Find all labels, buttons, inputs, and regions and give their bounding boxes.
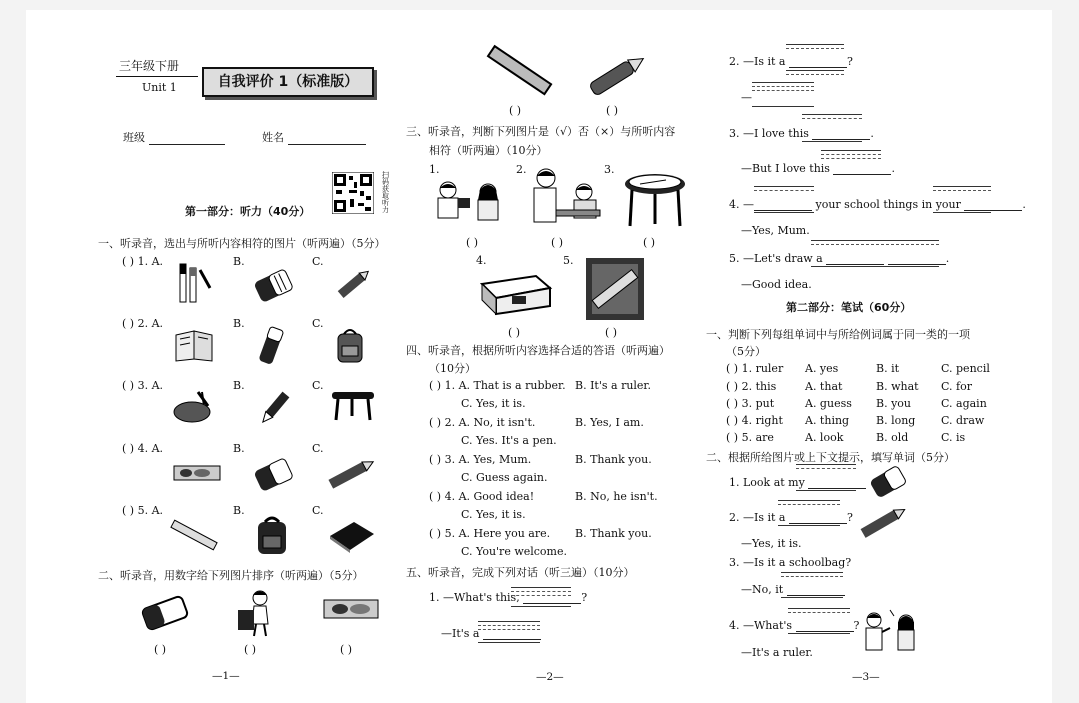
book-icon (172, 325, 216, 365)
writing-lines[interactable] (933, 212, 991, 216)
word-q3: ( ) 3. put (726, 397, 775, 410)
dialogue4-line2: —Yes, Mum. (741, 224, 810, 237)
eraser-box-icon (478, 270, 554, 318)
q4-5-b: B. Thank you. (575, 527, 652, 540)
writing-lines[interactable] (786, 44, 844, 52)
word-q1-a: A. yes (805, 362, 839, 375)
fill3-line1: 3. —Is it a schoolbag? (729, 556, 852, 569)
fill4-line2: —It's a ruler. (741, 646, 813, 659)
dialogue5-line1: 5. —Let's draw a . (729, 252, 950, 265)
eraser-icon (868, 464, 908, 500)
schoolbag-icon (332, 326, 368, 364)
writing-lines[interactable] (754, 212, 814, 216)
word-q4-b: B. long (876, 414, 916, 427)
q4-3-c: C. Guess again. (461, 471, 548, 484)
qr-caption: 扫码获取听力 (382, 171, 389, 214)
writing-lines[interactable] (811, 240, 939, 248)
item-number: 3. (604, 163, 615, 176)
boy-with-bag-icon (230, 588, 280, 638)
dialogue2-line2: — (741, 91, 752, 104)
word-q5-b: B. old (876, 431, 909, 444)
word-q5-c: C. is (941, 431, 966, 444)
writing-lines[interactable] (754, 186, 814, 194)
dialogue2-line1: 2. —Is it a ? (729, 55, 853, 68)
answer-bracket[interactable]: ( ) (606, 104, 619, 117)
answer-bracket[interactable]: ( ) (340, 643, 353, 656)
dialogue4-line1: 4. — your school things in your . (729, 198, 1026, 211)
word-q1-c: C. pencil (941, 362, 990, 375)
section4-heading: 四、听录音，根据所听内容选择合适的答语（听两遍） (406, 344, 670, 357)
word-q4: ( ) 4. right (726, 414, 783, 427)
pens-icon (172, 260, 216, 306)
ruler-photo-icon (586, 258, 644, 320)
q4-3-a: ( ) 3. A. Yes, Mum. (429, 453, 532, 466)
page-title: 自我评价 1（标准版） (202, 67, 374, 97)
q4-option-c: C. (312, 442, 324, 455)
word-q1: ( ) 1. ruler (726, 362, 784, 375)
writing-lines[interactable] (511, 606, 571, 610)
writing-lines[interactable] (752, 106, 814, 110)
item-number: 2. (516, 163, 527, 176)
q4-5-c: C. You're welcome. (461, 545, 567, 558)
dialogue3-line1: 3. —I love this . (729, 127, 874, 140)
fill3-line2: —No, it (741, 583, 845, 596)
word-q2: ( ) 2. this (726, 380, 777, 393)
word-q2-b: B. what (876, 380, 919, 393)
answer-bracket[interactable]: ( ) (466, 236, 479, 249)
q5-label: ( ) 5. A. (122, 504, 164, 517)
dialogue5-line2: —Good idea. (741, 278, 812, 291)
answer-bracket[interactable]: ( ) (509, 104, 522, 117)
writing-lines[interactable] (788, 633, 850, 637)
desk-icon (330, 390, 376, 422)
q5-option-b: B. (233, 504, 245, 517)
q2-label: ( ) 2. A. (122, 317, 164, 330)
q4-3-b: B. Thank you. (575, 453, 652, 466)
word-q3-a: A. guess (805, 397, 852, 410)
name-label: 姓名 (262, 129, 366, 145)
written-section1-heading: 一、判断下列每组单词中与所给例词属于同一类的一项 (706, 328, 970, 341)
word-q5-a: A. look (805, 431, 844, 444)
q3-option-b: B. (233, 379, 245, 392)
writing-lines[interactable] (796, 490, 856, 494)
eraser-icon (256, 326, 288, 366)
q4-1-c: C. Yes, it is. (461, 397, 526, 410)
q4-1-b: B. It's a ruler. (575, 379, 651, 392)
writing-lines[interactable] (933, 186, 991, 194)
item-number: 5. (563, 254, 574, 267)
dialogue3-line2: —But I love this . (741, 162, 895, 175)
pencil-icon (856, 504, 910, 540)
ruler-icon (481, 44, 557, 98)
pencil-box-icon (322, 596, 382, 624)
q4-option-b: B. (233, 442, 245, 455)
writing-lines[interactable] (781, 597, 843, 601)
answer-bracket[interactable]: ( ) (605, 326, 618, 339)
writing-lines[interactable] (478, 642, 540, 646)
q4-4-c: C. Yes, it is. (461, 508, 526, 521)
writing-lines[interactable] (781, 572, 843, 580)
word-q2-c: C. for (941, 380, 972, 393)
grade-label: 三年级下册 (119, 59, 180, 73)
unit-label: Unit 1 (142, 81, 177, 94)
crayon-icon (326, 456, 378, 490)
writing-lines[interactable] (752, 82, 814, 94)
word-q4-c: C. draw (941, 414, 985, 427)
writing-lines[interactable] (778, 525, 840, 529)
section2-heading: 二、听录音，用数字给下列图片排序（听两遍）（5分） (98, 569, 364, 582)
q2-option-c: C. (312, 317, 324, 330)
fill1-line: 1. Look at my (729, 476, 866, 489)
item-number: 4. (476, 254, 487, 267)
writing-lines[interactable] (788, 608, 850, 616)
answer-bracket[interactable]: ( ) (508, 326, 521, 339)
kids-icon (430, 178, 510, 228)
q5-option-c: C. (312, 504, 324, 517)
pencil-box-icon (172, 462, 222, 484)
writing-lines[interactable] (478, 621, 540, 633)
writing-lines[interactable] (802, 141, 862, 145)
page-number: —1— (212, 670, 240, 682)
q4-2-b: B. Yes, I am. (575, 416, 644, 429)
worksheet (26, 10, 1052, 703)
q4-4-a: ( ) 4. A. Good idea! (429, 490, 535, 503)
q1-option-b: B. (233, 255, 245, 268)
part1-heading: 第一部分：听力（40分） (185, 205, 311, 218)
q4-4-b: B. No, he isn't. (575, 490, 658, 503)
q4-2-c: C. Yes. It's a pen. (461, 434, 557, 447)
q4-label: ( ) 4. A. (122, 442, 164, 455)
writing-lines[interactable] (796, 464, 856, 472)
q4-5-a: ( ) 5. A. Here you are. (429, 527, 551, 540)
backpack-icon (252, 514, 292, 556)
word-q4-a: A. thing (805, 414, 850, 427)
q1-label: ( ) 1. A. (122, 255, 164, 268)
answer-bracket[interactable]: ( ) (154, 643, 167, 656)
item-number: 1. (429, 163, 440, 176)
divider (116, 76, 198, 77)
pencil-icon (333, 266, 375, 302)
page-number: —2— (536, 671, 564, 683)
q2-option-b: B. (233, 317, 245, 330)
pencil-case-icon (172, 388, 218, 424)
answer-bracket[interactable]: ( ) (643, 236, 656, 249)
class-label: 班级 (123, 129, 225, 145)
section5-heading: 五、听录音，完成下列对话（听三遍）（10分） (406, 566, 635, 579)
eraser-icon (250, 454, 296, 494)
qr-code-icon[interactable] (332, 172, 374, 214)
writing-lines[interactable] (778, 500, 840, 508)
teacher-student-icon (528, 166, 604, 228)
part2-heading: 第二部分：笔试（60分） (786, 301, 912, 314)
word-q5: ( ) 5. are (726, 431, 774, 444)
round-table-icon (622, 170, 688, 230)
q3-label: ( ) 3. A. (122, 379, 164, 392)
q4-1-a: ( ) 1. A. That is a rubber. (429, 379, 566, 392)
written-section1-heading-cont: （5分） (726, 345, 766, 358)
q1-option-c: C. (312, 255, 324, 268)
q4-2-a: ( ) 2. A. No, it isn't. (429, 416, 536, 429)
dialogue1-line1: 1. —What's this, ? (429, 591, 588, 604)
eraser-icon (250, 265, 296, 305)
pen-icon (256, 388, 292, 428)
q3-option-c: C. (312, 379, 324, 392)
section1-heading: 一、听录音，选出与所听内容相符的图片（听两遍）（5分） (98, 237, 386, 250)
writing-lines[interactable] (511, 587, 571, 599)
word-q1-b: B. it (876, 362, 900, 375)
ruler-icon (168, 518, 220, 552)
notebook-icon (326, 516, 378, 554)
pencil-icon (582, 48, 652, 102)
writing-lines[interactable] (821, 150, 881, 162)
eraser-icon (138, 592, 192, 634)
section3-heading-cont: 相符（听两遍）（10分） (429, 144, 548, 157)
boy-and-girl-icon (860, 608, 922, 654)
writing-lines[interactable] (786, 70, 844, 78)
word-q2-a: A. that (805, 380, 843, 393)
answer-bracket[interactable]: ( ) (244, 643, 257, 656)
fill2-line1: 2. —Is it a ? (729, 511, 853, 524)
written-section2-heading: 二、根据所给图片或上下文提示，填写单词（5分） (706, 451, 955, 464)
dialogue1-line2: —It's a (441, 627, 541, 640)
writing-lines[interactable] (802, 114, 862, 122)
word-q3-b: B. you (876, 397, 911, 410)
fill4-line1: 4. —What's ? (729, 619, 860, 632)
answer-bracket[interactable]: ( ) (551, 236, 564, 249)
writing-lines[interactable] (811, 266, 939, 270)
section3-heading: 三、听录音，判断下列图片是（√）否（×）与所听内容 (406, 125, 676, 138)
word-q3-c: C. again (941, 397, 987, 410)
fill2-line2: —Yes, it is. (741, 537, 802, 550)
section4-heading-cont: （10分） (429, 362, 476, 375)
page-number: —3— (852, 671, 880, 683)
